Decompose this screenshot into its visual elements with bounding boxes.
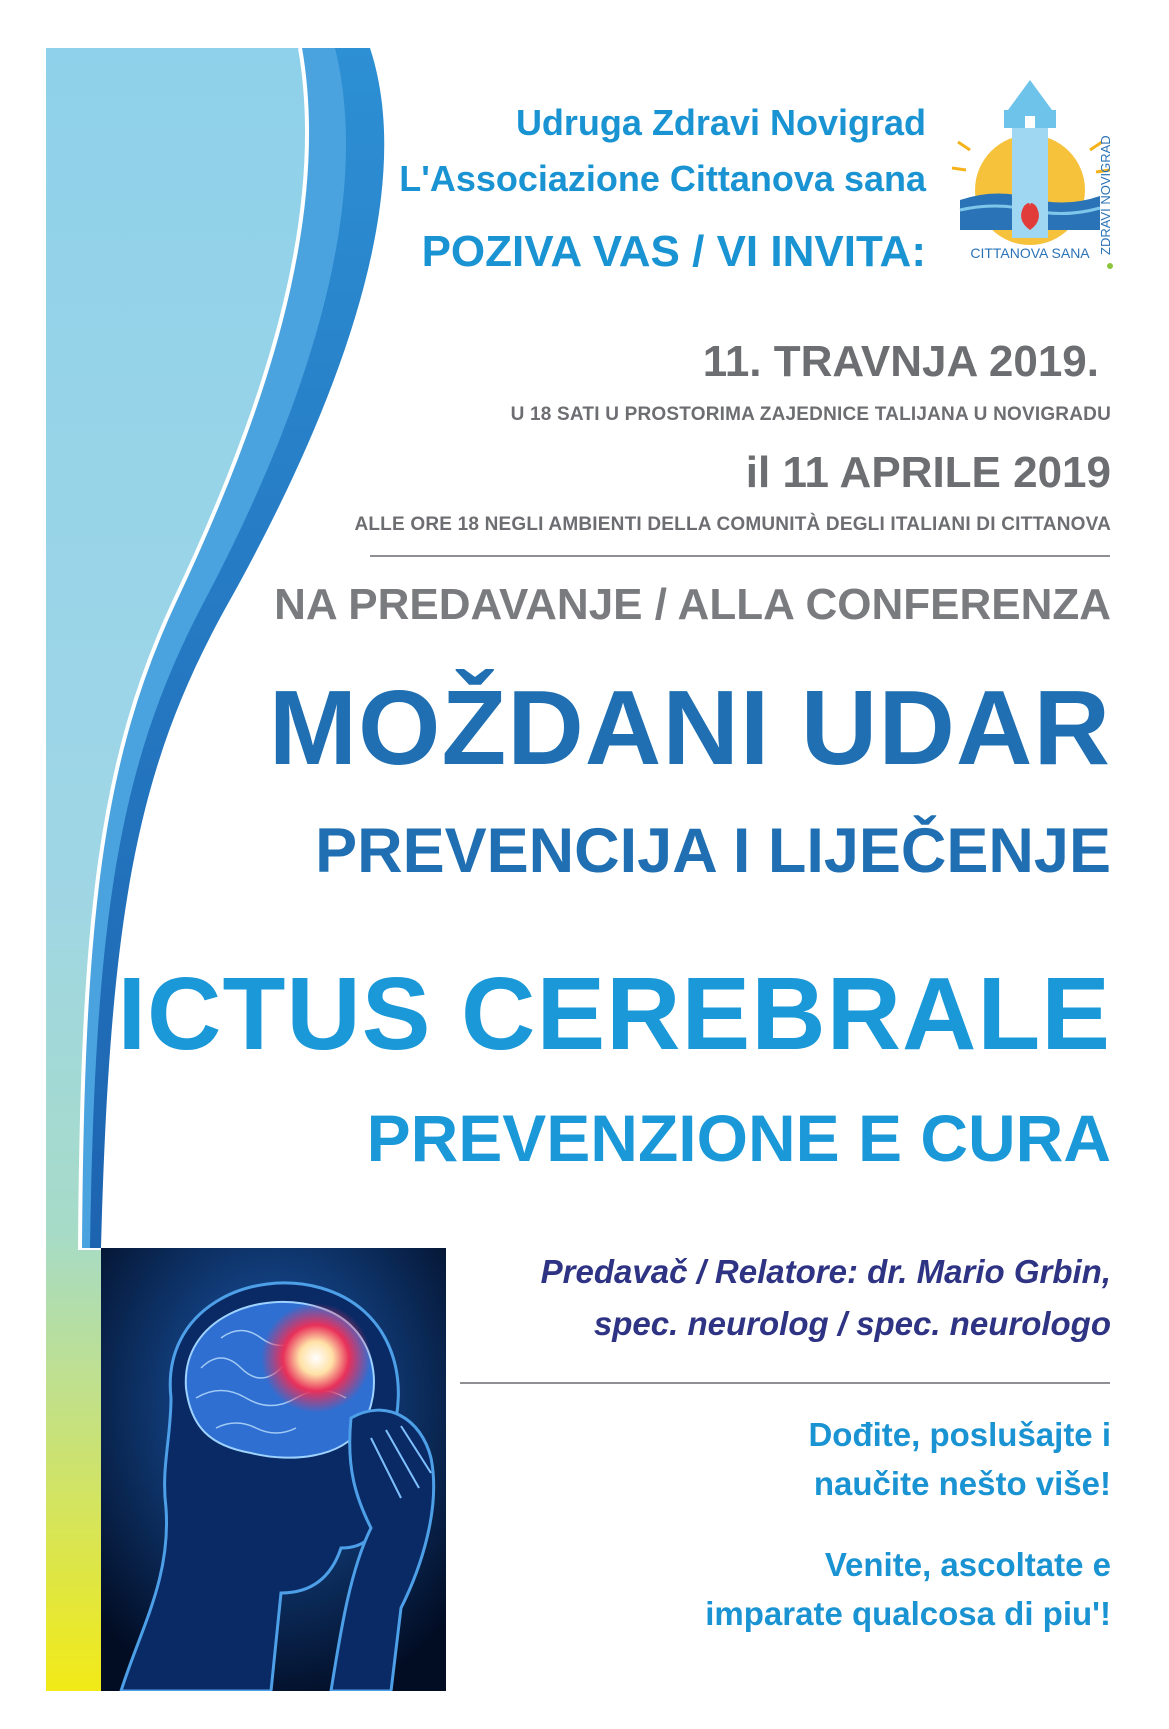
logo-side-text: ZDRAVI NOVIGRAD bbox=[1098, 135, 1113, 255]
speaker-line-1: Predavač / Relatore: dr. Mario Grbin, bbox=[540, 1253, 1111, 1290]
brain-xray-image bbox=[101, 1248, 446, 1691]
org-name-it: L'Associazione Cittanova sana bbox=[399, 158, 926, 199]
invite-heading: POZIVA VAS / VI INVITA: bbox=[421, 227, 926, 276]
lecture-title-it: ICTUS CEREBRALE bbox=[117, 956, 1111, 1071]
logo-arc-text: CITTANOVA SANA bbox=[970, 245, 1090, 261]
lecture-title-hr: MOŽDANI UDAR bbox=[268, 669, 1111, 787]
closing-it-line-1: Venite, ascoltate e bbox=[824, 1546, 1111, 1583]
closing-hr-line-1: Dođite, poslušajte i bbox=[808, 1416, 1111, 1453]
event-date-it: il 11 APRILE 2019 bbox=[745, 448, 1111, 497]
speaker-line-2: spec. neurolog / spec. neurologo bbox=[593, 1305, 1111, 1342]
org-name-hr: Udruga Zdravi Novigrad bbox=[515, 102, 926, 143]
closing-hr-line-2: naučite nešto više! bbox=[813, 1465, 1111, 1502]
lecture-subtitle-hr: PREVENCIJA I LIJEČENJE bbox=[315, 816, 1111, 886]
event-place-hr: U 18 SATI U PROSTORIMA ZAJEDNICE TALIJANA U NOVIGRADU bbox=[510, 404, 1111, 425]
divider-bottom bbox=[460, 1382, 1110, 1384]
event-place-it: ALLE ORE 18 NEGLI AMBIENTI DELLA COMUNITÀ DEGLI ITALIANI DI CITTANOVA bbox=[354, 514, 1111, 535]
event-date-hr: 11. TRAVNJA 2019. bbox=[702, 337, 1099, 386]
lecture-intro: NA PREDAVANJE / ALLA CONFERENZA bbox=[274, 580, 1111, 629]
tower-logo-icon bbox=[950, 80, 1120, 280]
lecture-subtitle-it: PREVENZIONE E CURA bbox=[366, 1101, 1111, 1175]
divider-top bbox=[370, 555, 1110, 557]
closing-it-line-2: imparate qualcosa di piu'! bbox=[705, 1595, 1111, 1632]
